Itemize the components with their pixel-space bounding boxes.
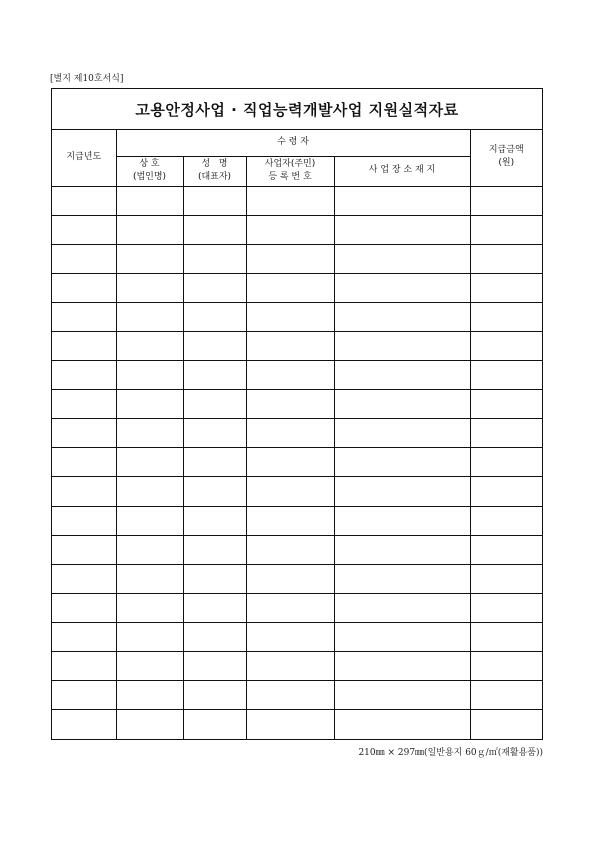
cell-company-name[interactable] <box>116 331 183 360</box>
cell-address[interactable] <box>334 361 470 390</box>
cell-year[interactable] <box>52 331 116 360</box>
table-row <box>52 681 542 710</box>
table-body <box>52 186 542 739</box>
table-row <box>52 331 542 360</box>
cell-reg-no[interactable] <box>246 652 334 681</box>
cell-year[interactable] <box>52 186 116 215</box>
cell-amount[interactable] <box>470 302 542 331</box>
cell-amount[interactable] <box>470 361 542 390</box>
cell-company-name[interactable] <box>116 244 183 273</box>
cell-reg-no[interactable] <box>246 244 334 273</box>
cell-company-name[interactable] <box>116 390 183 419</box>
cell-year[interactable] <box>52 448 116 477</box>
cell-address[interactable] <box>334 419 470 448</box>
results-table <box>52 129 542 739</box>
cell-reg-no[interactable] <box>246 535 334 564</box>
cell-year[interactable] <box>52 390 116 419</box>
cell-year[interactable] <box>52 593 116 622</box>
header-recipient: 수 령 자 <box>116 129 470 156</box>
cell-company-name[interactable] <box>116 419 183 448</box>
cell-address[interactable] <box>334 564 470 593</box>
cell-address[interactable] <box>334 477 470 506</box>
cell-person-name[interactable] <box>183 419 246 448</box>
header-reg-no-sub: 등 록 번 호 <box>268 172 312 182</box>
cell-amount[interactable] <box>470 331 542 360</box>
table-row <box>52 593 542 622</box>
cell-company-name[interactable] <box>116 710 183 739</box>
cell-company-name[interactable] <box>116 215 183 244</box>
table-row <box>52 448 542 477</box>
cell-year[interactable] <box>52 710 116 739</box>
cell-reg-no[interactable] <box>246 215 334 244</box>
cell-person-name[interactable] <box>183 331 246 360</box>
cell-company-name[interactable] <box>116 186 183 215</box>
header-person-name <box>183 156 246 186</box>
cell-year[interactable] <box>52 477 116 506</box>
cell-year[interactable] <box>52 535 116 564</box>
cell-reg-no[interactable] <box>246 361 334 390</box>
cell-amount[interactable] <box>470 710 542 739</box>
table-row <box>52 506 542 535</box>
cell-person-name[interactable] <box>183 564 246 593</box>
cell-company-name[interactable] <box>116 302 183 331</box>
cell-address[interactable] <box>334 710 470 739</box>
table-row <box>52 535 542 564</box>
cell-amount[interactable] <box>470 215 542 244</box>
cell-year[interactable] <box>52 361 116 390</box>
table-row <box>52 477 542 506</box>
cell-address[interactable] <box>334 506 470 535</box>
cell-reg-no[interactable] <box>246 477 334 506</box>
header-amount <box>470 129 542 186</box>
cell-year[interactable] <box>52 681 116 710</box>
table-row <box>52 564 542 593</box>
cell-year[interactable] <box>52 652 116 681</box>
cell-person-name[interactable] <box>183 622 246 651</box>
cell-person-name[interactable] <box>183 477 246 506</box>
cell-person-name[interactable] <box>183 448 246 477</box>
header-amount-unit: (원) <box>498 158 515 169</box>
cell-company-name[interactable] <box>116 681 183 710</box>
cell-year[interactable] <box>52 419 116 448</box>
cell-company-name[interactable] <box>116 361 183 390</box>
cell-amount[interactable] <box>470 244 542 273</box>
cell-person-name[interactable] <box>183 535 246 564</box>
cell-address[interactable] <box>334 681 470 710</box>
cell-person-name[interactable] <box>183 506 246 535</box>
cell-company-name[interactable] <box>116 448 183 477</box>
cell-address[interactable] <box>334 331 470 360</box>
cell-year[interactable] <box>52 564 116 593</box>
header-address: 사 업 장 소 재 지 <box>334 156 470 186</box>
cell-company-name[interactable] <box>116 273 183 302</box>
cell-person-name[interactable] <box>183 273 246 302</box>
header-person-name-sub: (대표자) <box>197 172 232 182</box>
form-frame <box>51 88 543 740</box>
cell-year[interactable] <box>52 244 116 273</box>
cell-company-name[interactable] <box>116 593 183 622</box>
cell-reg-no[interactable] <box>246 564 334 593</box>
cell-reg-no[interactable] <box>246 506 334 535</box>
cell-person-name[interactable] <box>183 244 246 273</box>
cell-person-name[interactable] <box>183 186 246 215</box>
cell-reg-no[interactable] <box>246 390 334 419</box>
cell-amount[interactable] <box>470 273 542 302</box>
cell-amount[interactable] <box>470 681 542 710</box>
cell-reg-no[interactable] <box>246 681 334 710</box>
cell-person-name[interactable] <box>183 390 246 419</box>
cell-reg-no[interactable] <box>246 302 334 331</box>
cell-reg-no[interactable] <box>246 622 334 651</box>
cell-amount[interactable] <box>470 593 542 622</box>
cell-company-name[interactable] <box>116 477 183 506</box>
header-person-name-label: 성 명 <box>201 158 228 169</box>
cell-amount[interactable] <box>470 564 542 593</box>
cell-address[interactable] <box>334 390 470 419</box>
cell-year[interactable] <box>52 622 116 651</box>
header-year: 지급년도 <box>52 129 116 186</box>
table-row <box>52 302 542 331</box>
header-company-name-label: 상 호 <box>139 158 160 169</box>
cell-amount[interactable] <box>470 419 542 448</box>
cell-address[interactable] <box>334 652 470 681</box>
table-row <box>52 186 542 215</box>
table-row <box>52 390 542 419</box>
cell-person-name[interactable] <box>183 652 246 681</box>
header-company-name-sub: (법인명) <box>132 172 167 182</box>
cell-year[interactable] <box>52 273 116 302</box>
cell-amount[interactable] <box>470 506 542 535</box>
header-company-name <box>116 156 183 186</box>
cell-reg-no[interactable] <box>246 186 334 215</box>
table-row <box>52 273 542 302</box>
cell-amount[interactable] <box>470 477 542 506</box>
cell-company-name[interactable] <box>116 622 183 651</box>
cell-person-name[interactable] <box>183 215 246 244</box>
cell-amount[interactable] <box>470 448 542 477</box>
cell-company-name[interactable] <box>116 652 183 681</box>
cell-reg-no[interactable] <box>246 273 334 302</box>
form-number-label: [별지 제10호서식] <box>50 74 124 84</box>
paper-spec-note: 210㎜ × 297㎜(일반용지 60ｇ/㎡(재활용품)) <box>358 748 543 758</box>
cell-amount[interactable] <box>470 622 542 651</box>
cell-address[interactable] <box>334 244 470 273</box>
cell-company-name[interactable] <box>116 506 183 535</box>
table-row <box>52 215 542 244</box>
cell-amount[interactable] <box>470 390 542 419</box>
cell-person-name[interactable] <box>183 361 246 390</box>
header-amount-label: 지급금액 <box>488 145 524 156</box>
cell-year[interactable] <box>52 302 116 331</box>
cell-year[interactable] <box>52 215 116 244</box>
cell-address[interactable] <box>334 186 470 215</box>
cell-amount[interactable] <box>470 535 542 564</box>
cell-amount[interactable] <box>470 186 542 215</box>
cell-address[interactable] <box>334 535 470 564</box>
cell-address[interactable] <box>334 448 470 477</box>
cell-person-name[interactable] <box>183 593 246 622</box>
cell-reg-no[interactable] <box>246 593 334 622</box>
cell-company-name[interactable] <box>116 535 183 564</box>
cell-person-name[interactable] <box>183 710 246 739</box>
cell-reg-no[interactable] <box>246 331 334 360</box>
header-row-top <box>52 129 542 156</box>
cell-company-name[interactable] <box>116 564 183 593</box>
cell-address[interactable] <box>334 593 470 622</box>
cell-reg-no[interactable] <box>246 448 334 477</box>
cell-person-name[interactable] <box>183 681 246 710</box>
cell-amount[interactable] <box>470 652 542 681</box>
cell-address[interactable] <box>334 622 470 651</box>
table-row <box>52 710 542 739</box>
table-row <box>52 419 542 448</box>
form-title: 고용안정사업 · 직업능력개발사업 지원실적자료 <box>52 89 542 130</box>
cell-reg-no[interactable] <box>246 710 334 739</box>
header-reg-no <box>246 156 334 186</box>
cell-address[interactable] <box>334 302 470 331</box>
header-reg-no-label: 사업자(주민) <box>264 158 316 169</box>
cell-address[interactable] <box>334 273 470 302</box>
table-row <box>52 244 542 273</box>
cell-reg-no[interactable] <box>246 419 334 448</box>
table-row <box>52 652 542 681</box>
cell-person-name[interactable] <box>183 302 246 331</box>
table-row <box>52 622 542 651</box>
cell-year[interactable] <box>52 506 116 535</box>
cell-address[interactable] <box>334 215 470 244</box>
header-row-sub <box>52 156 542 186</box>
table-row <box>52 361 542 390</box>
